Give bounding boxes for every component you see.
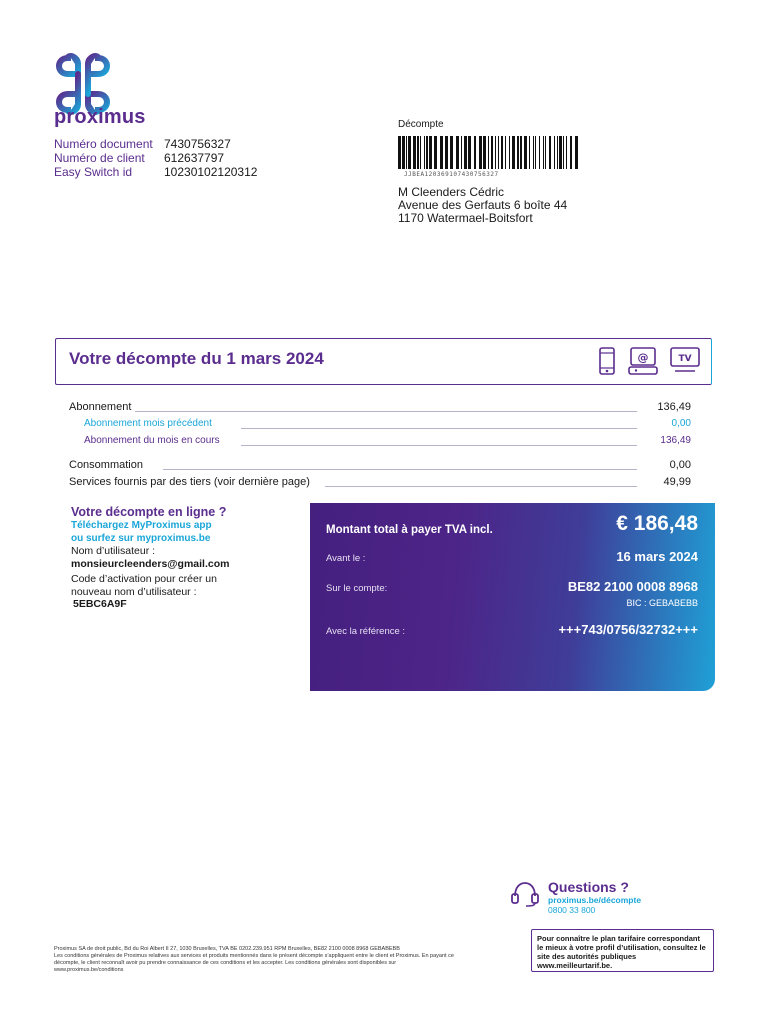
barcode-number: JJBEA120369107430756327 [404, 171, 499, 178]
total-label: Montant total à payer TVA incl. [326, 524, 493, 536]
barcode-bar [505, 136, 506, 169]
barcode-bar [529, 136, 530, 169]
help-phone: 0800 33 800 [548, 905, 596, 915]
barcode-bar [474, 136, 476, 169]
barcode-bar [524, 136, 527, 169]
barcode-bar [424, 136, 425, 169]
line-prev-month [69, 418, 691, 432]
barcode-bar [501, 136, 503, 169]
line-value: 0,00 [671, 418, 691, 429]
line-label: Services fournis par des tiers (voir dernière page) [69, 476, 310, 488]
barcode [398, 136, 578, 172]
recipient-address [398, 186, 567, 225]
recipient-street: Avenue des Gerfauts 6 boîte 44 [398, 198, 568, 212]
barcode-bar [545, 136, 546, 169]
leader-rule [163, 469, 637, 470]
barcode-bar [549, 136, 551, 169]
internet-icon-label: @ [637, 351, 649, 364]
barcode-bar [402, 136, 405, 169]
barcode-bar [570, 136, 572, 169]
barcode-bar [406, 136, 407, 169]
barcode-bar [426, 136, 428, 169]
barcode-bar [520, 136, 522, 169]
identifier-row [54, 151, 257, 165]
barcode-bar [563, 136, 564, 169]
barcode-bar [488, 136, 489, 169]
iban: BE82 2100 0008 8968 [567, 579, 698, 594]
barcode-bar [491, 136, 493, 169]
barcode-bar [450, 136, 453, 169]
tariff-notice: Pour connaître le plan tarifaire correspondant le mieux à votre profil d’utilisation, consultez le site des autorités publiques www.meilleurtarif.be. [531, 929, 714, 972]
due-date: 16 mars 2024 [616, 549, 698, 564]
barcode-bar [440, 136, 443, 169]
document-identifiers [54, 137, 257, 179]
online-app-line: Téléchargez MyProximus app [71, 520, 212, 531]
barcode-bar [398, 136, 401, 169]
reference-label: Avec la référence : [326, 626, 406, 637]
document-type: Décompte [398, 119, 444, 130]
legal-notice [54, 946, 514, 974]
barcode-bar [445, 136, 448, 169]
line-label: Consommation [69, 459, 143, 471]
barcode-bar [420, 136, 421, 169]
barcode-bar [434, 136, 437, 169]
barcode-bar [535, 136, 536, 169]
identifier-value: 7430756327 [164, 137, 231, 151]
online-credentials [71, 545, 229, 611]
barcode-bar [533, 136, 534, 169]
statement-title: Votre décompte du 1 mars 2024 [69, 349, 324, 368]
barcode-bar [498, 136, 499, 169]
line-consommation [69, 459, 691, 473]
activation-code: 5EBC6A9F [73, 598, 127, 610]
identifier-value: 612637797 [164, 151, 225, 165]
recipient-name: M Cleenders Cédric [398, 185, 505, 199]
identifier-value: 10230102120312 [164, 165, 258, 179]
barcode-bar [483, 136, 486, 169]
barcode-bar [408, 136, 411, 169]
line-label: Abonnement du mois en cours [84, 435, 220, 446]
barcode-bar [517, 136, 519, 169]
barcode-bar [512, 136, 515, 169]
activation-label: Code d’activation pour créer un [71, 573, 217, 585]
account-label: Sur le compte: [326, 583, 388, 594]
barcode-bar [417, 136, 419, 169]
line-value: 136,49 [660, 435, 691, 446]
barcode-bar [461, 136, 462, 169]
line-value: 49,99 [663, 476, 691, 488]
line-value: 136,49 [657, 401, 691, 413]
brand-wordmark: proximus [54, 106, 146, 128]
recipient-city: 1170 Watermael-Boitsfort [398, 211, 533, 225]
online-app-promo [71, 519, 212, 545]
line-value: 0,00 [669, 459, 691, 471]
legal-line: Les conditions générales de Proximus relatives aux services et produits mentionnés dans le présent décompte s’appliquent entre le client et Proximus. En payant ce [54, 953, 454, 959]
barcode-bar [554, 136, 555, 169]
barcode-bar [464, 136, 467, 169]
line-label: Abonnement mois précédent [84, 418, 212, 429]
legal-line: Proximus SA de droit public, Bd du Roi Albert II 27, 1030 Bruxelles, TVA BE 0202.239.951 RPM Bruxelles, BE82 2100 0008 8968 GEBABEBB [54, 946, 400, 952]
due-date-label: Avant le : [326, 553, 366, 564]
barcode-bar [557, 136, 558, 169]
help-link[interactable]: proximus.be/décompte [548, 895, 642, 905]
barcode-bar [575, 136, 578, 169]
line-abonnement [69, 401, 691, 415]
line-current-month [69, 435, 691, 449]
questions-title: Questions ? [548, 879, 629, 895]
headset-icon [510, 880, 540, 908]
leader-rule [69, 411, 637, 412]
barcode-bar [429, 136, 432, 169]
barcode-bar [559, 136, 562, 169]
leader-rule [325, 486, 637, 487]
payment-reference: +++743/0756/32732+++ [558, 622, 698, 637]
barcode-bar [539, 136, 540, 169]
barcode-bar [495, 136, 496, 169]
identifier-row [54, 137, 257, 151]
identifier-row [54, 165, 257, 179]
total-amount: € 186,48 [616, 512, 698, 535]
internet-icon [628, 346, 658, 376]
line-third-party [69, 476, 691, 490]
barcode-bar [479, 136, 482, 169]
legal-link[interactable]: www.proximus.be/conditions [54, 967, 124, 973]
barcode-bar [468, 136, 471, 169]
tv-icon [668, 346, 702, 376]
barcode-bar [543, 136, 544, 169]
username-label: Nom d’utilisateur : [71, 545, 156, 557]
bic: BIC : GEBABEBB [626, 598, 698, 608]
tv-icon-label: TV [678, 354, 692, 364]
identifier-label: Numéro de client [54, 151, 145, 165]
line-label: Abonnement [69, 401, 135, 413]
barcode-bar [413, 136, 416, 169]
leader-rule [241, 445, 637, 446]
barcode-bar [456, 136, 459, 169]
identifier-label: Numéro document [54, 137, 153, 151]
online-title: Votre décompte en ligne ? [71, 505, 227, 519]
activation-label-2: nouveau nom d’utilisateur : [71, 585, 197, 598]
username-value: monsieurcleenders@gmail.com [71, 557, 230, 570]
identifier-label: Easy Switch id [54, 165, 133, 179]
leader-rule [241, 428, 637, 429]
barcode-bar [509, 136, 510, 169]
mobile-icon [598, 346, 616, 376]
legal-line: décompte, le client reconnaît avoir pu prendre connaissance de ces conditions et les accepter. Les conditions générales sont disponibles sur [54, 960, 397, 966]
barcode-bar [566, 136, 567, 169]
online-site-line: ou surfez sur myproximus.be [71, 533, 211, 544]
